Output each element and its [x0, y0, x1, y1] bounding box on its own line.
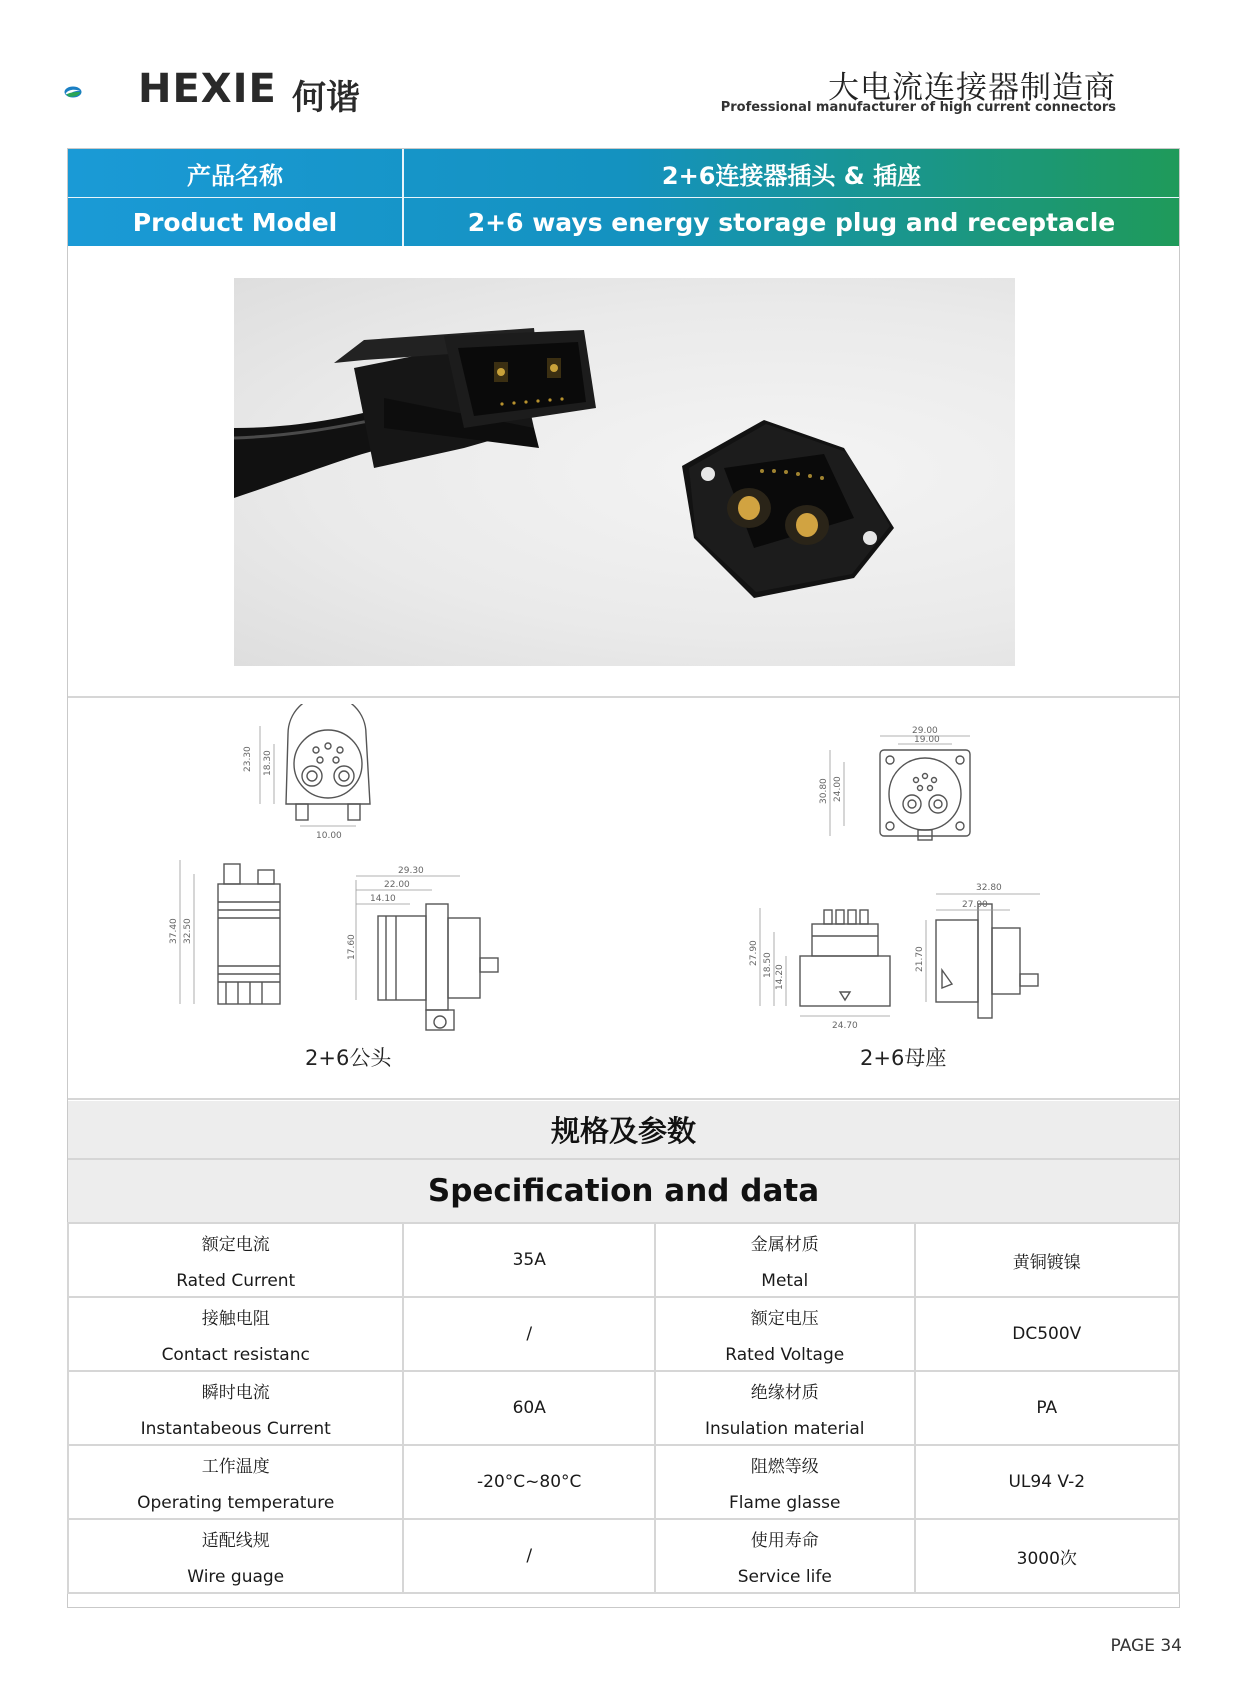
- spec-param-right: 阻燃等级 Flame glasse: [655, 1445, 915, 1519]
- socket-dim-w2: 19.00: [914, 735, 940, 745]
- tagline-en: Professional manufacturer of high current connectors: [720, 100, 1116, 115]
- plug-top-w2: 22.00: [384, 880, 410, 890]
- socket-dim-w1: 29.00: [912, 726, 938, 736]
- product-photo: [234, 278, 1015, 666]
- spec-param-right: 额定电压 Rated Voltage: [655, 1297, 915, 1371]
- section-divider: [68, 696, 1179, 698]
- socket-top-w1: 32.80: [976, 883, 1002, 893]
- socket-top-w2: 27.90: [962, 900, 988, 910]
- plug-caption: 2+6公头: [305, 1046, 392, 1070]
- table-row: [68, 1519, 1179, 1593]
- section-divider: [68, 1098, 1179, 1100]
- product-name-label: 产品名称: [187, 161, 283, 190]
- plug-top-w1: 29.30: [398, 866, 424, 876]
- table-row: [68, 1371, 1179, 1445]
- spec-value-right: PA: [915, 1371, 1179, 1445]
- socket-drawing: [740, 704, 1160, 1044]
- spec-param-left: 接触电阻 Contact resistanc: [68, 1297, 403, 1371]
- socket-side-h2: 18.50: [763, 952, 773, 978]
- product-model-value: 2+6 ways energy storage plug and receptacle: [467, 207, 1116, 237]
- spec-value-left: 60A: [403, 1371, 655, 1445]
- spec-param-right: 绝缘材质 Insulation material: [655, 1371, 915, 1445]
- spec-param-right: 使用寿命 Service life: [655, 1519, 915, 1593]
- spec-value-left: /: [403, 1297, 655, 1371]
- spec-param-left: 瞬时电流 Instantabeous Current: [68, 1371, 403, 1445]
- socket-caption: 2+6母座: [860, 1046, 947, 1070]
- spec-value-left: 35A: [403, 1223, 655, 1297]
- product-model-label: Product Model: [132, 207, 338, 237]
- table-row: [68, 1223, 1179, 1297]
- plug-top-h: 17.60: [347, 934, 357, 960]
- socket-top-h: 21.70: [915, 946, 925, 972]
- spec-value-right: UL94 V-2: [915, 1445, 1179, 1519]
- spec-value-right: DC500V: [915, 1297, 1179, 1371]
- product-name-value: 2+6连接器插头 & 插座: [661, 161, 922, 190]
- brand-name-cn: 何谐: [292, 78, 360, 118]
- socket-dim-h1: 30.80: [819, 778, 829, 804]
- brand-name: HEXIE: [138, 66, 277, 112]
- spec-table: [67, 1222, 1180, 1594]
- plug-side-h2: 32.50: [183, 918, 193, 944]
- spec-param-left: 适配线规 Wire guage: [68, 1519, 403, 1593]
- spec-param-left: 额定电流 Rated Current: [68, 1223, 403, 1297]
- spec-title-en: Specification and data: [68, 1160, 1179, 1222]
- spec-value-left: /: [403, 1519, 655, 1593]
- spec-param-right: 金属材质 Metal: [655, 1223, 915, 1297]
- table-row: [68, 1297, 1179, 1371]
- plug-dim-w: 10.00: [316, 831, 342, 841]
- hexie-logo-icon: [64, 62, 144, 122]
- socket-side-h3: 14.20: [775, 964, 785, 990]
- spec-param-left: 工作温度 Operating temperature: [68, 1445, 403, 1519]
- tagline-cn: 大电流连接器制造商: [828, 70, 1116, 106]
- plug-side-h1: 37.40: [169, 918, 179, 944]
- socket-dim-h2: 24.00: [833, 776, 843, 802]
- plug-dim-h1: 23.30: [243, 746, 253, 772]
- table-row: [68, 1445, 1179, 1519]
- plug-dim-h2: 18.30: [263, 750, 273, 776]
- page-number: PAGE 34: [1110, 1636, 1182, 1656]
- spec-title-cn: 规格及参数: [68, 1101, 1179, 1158]
- plug-top-w3: 14.10: [370, 894, 396, 904]
- plug-drawing: [160, 704, 580, 1044]
- socket-side-h1: 27.90: [749, 940, 759, 966]
- spec-value-right: 黄铜镀镍: [915, 1223, 1179, 1297]
- spec-value-left: -20°C~80°C: [403, 1445, 655, 1519]
- socket-side-w: 24.70: [832, 1021, 858, 1031]
- spec-value-right: 3000次: [915, 1519, 1179, 1593]
